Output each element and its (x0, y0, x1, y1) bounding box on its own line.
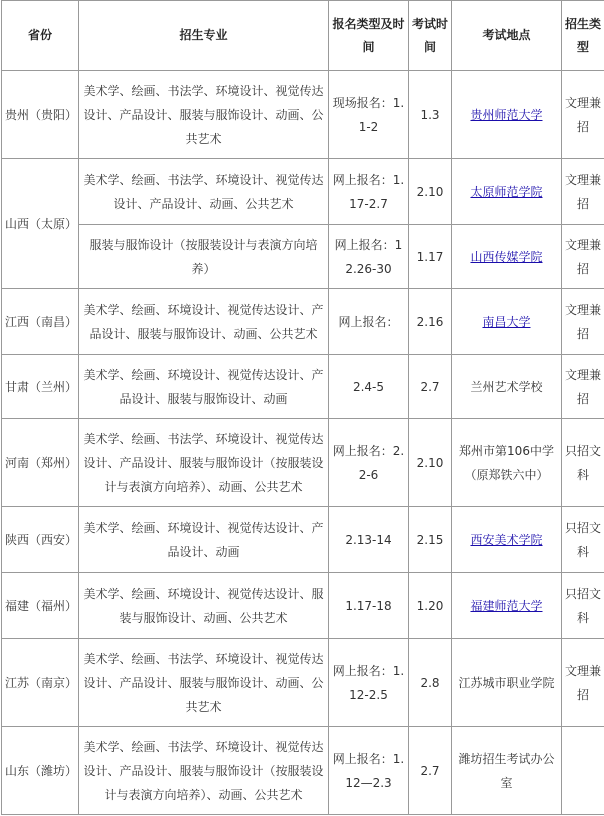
location-link[interactable]: 太原师范学院 (470, 184, 543, 199)
major-cell: 美术学、绘画、书法学、环境设计、视觉传达设计、产品设计、服装与服饰设计、动画、公共艺术 (79, 71, 329, 159)
location-link[interactable]: 西安美术学院 (470, 532, 543, 547)
location-cell (452, 159, 562, 225)
major-cell: 美术学、绘画、环境设计、视觉传达设计、服装与服饰设计、动画、公共艺术 (79, 573, 329, 639)
province-cell: 江苏（南京） (2, 639, 79, 727)
location-cell: 兰州艺术学校 (452, 355, 562, 419)
location-cell: 江苏城市职业学院 (452, 639, 562, 727)
admission-type-cell: 文理兼招 (562, 639, 604, 727)
location-link[interactable]: 贵州师范大学 (470, 107, 543, 122)
province-cell: 江西（南昌） (2, 289, 79, 355)
major-cell: 美术学、绘画、书法学、环境设计、视觉传达设计、产品设计、服装与服饰设计、动画、公共艺术 (79, 639, 329, 727)
major-cell: 美术学、绘画、环境设计、视觉传达设计、产品设计、服装与服饰设计、动画 (79, 355, 329, 419)
exam-time-cell: 2.8 (409, 639, 452, 727)
admission-type-cell (562, 727, 604, 815)
location-cell (452, 71, 562, 159)
registration-cell: 网上报名： (329, 289, 409, 355)
province-cell: 福建（福州） (2, 573, 79, 639)
registration-cell: 2.13-14 (329, 507, 409, 573)
table-row (2, 727, 604, 815)
exam-time-cell: 1.20 (409, 573, 452, 639)
location-cell (452, 573, 562, 639)
province-cell: 甘肃（兰州） (2, 355, 79, 419)
exam-time-cell: 1.3 (409, 71, 452, 159)
location-link[interactable]: 山西传媒学院 (470, 249, 543, 264)
location-cell: 潍坊招生考试办公室 (452, 727, 562, 815)
exam-time-cell: 1.17 (409, 225, 452, 289)
exam-time-cell: 2.15 (409, 507, 452, 573)
major-cell: 美术学、绘画、书法学、环境设计、视觉传达设计、产品设计、服装与服饰设计（按服装设计与表演方向培养）、动画、公共艺术 (79, 727, 329, 815)
admission-type-cell: 文理兼招 (562, 355, 604, 419)
registration-cell: 现场报名：1.1-2 (329, 71, 409, 159)
admission-type-cell: 文理兼招 (562, 71, 604, 159)
header-admission-type: 招生类型 (562, 1, 604, 71)
province-cell: 贵州（贵阳） (2, 71, 79, 159)
table-row (2, 419, 604, 507)
province-cell: 河南（郑州） (2, 419, 79, 507)
header-location: 考试地点 (452, 1, 562, 71)
registration-cell: 网上报名：1.12-2.5 (329, 639, 409, 727)
header-major: 招生专业 (79, 1, 329, 71)
exam-time-cell: 2.10 (409, 419, 452, 507)
table-row (2, 289, 604, 355)
header-province: 省份 (2, 1, 79, 71)
table-row (2, 225, 604, 289)
registration-cell: 网上报名：12.26-30 (329, 225, 409, 289)
location-cell (452, 225, 562, 289)
registration-cell: 1.17-18 (329, 573, 409, 639)
registration-cell: 网上报名：1.17-2.7 (329, 159, 409, 225)
major-cell: 美术学、绘画、环境设计、视觉传达设计、产品设计、动画 (79, 507, 329, 573)
header-registration: 报名类型及时间 (329, 1, 409, 71)
table-row (2, 573, 604, 639)
table-row (2, 159, 604, 225)
exam-time-cell: 2.16 (409, 289, 452, 355)
admission-type-cell: 文理兼招 (562, 289, 604, 355)
province-cell: 陕西（西安） (2, 507, 79, 573)
header-exam-time: 考试时间 (409, 1, 452, 71)
exam-time-cell: 2.7 (409, 727, 452, 815)
admission-type-cell: 只招文科 (562, 419, 604, 507)
location-cell (452, 507, 562, 573)
location-cell: 郑州市第106中学（原郑铁六中） (452, 419, 562, 507)
admission-type-cell: 文理兼招 (562, 225, 604, 289)
table-row (2, 71, 604, 159)
admission-type-cell: 只招文科 (562, 573, 604, 639)
exam-time-cell: 2.7 (409, 355, 452, 419)
table-row (2, 639, 604, 727)
location-link[interactable]: 南昌大学 (482, 314, 531, 329)
registration-cell: 网上报名：2.2-6 (329, 419, 409, 507)
table-row (2, 507, 604, 573)
province-cell: 山东（潍坊） (2, 727, 79, 815)
province-cell: 山西（太原） (2, 159, 79, 289)
registration-cell: 2.4-5 (329, 355, 409, 419)
major-cell: 美术学、绘画、书法学、环境设计、视觉传达设计、产品设计、服装与服饰设计（按服装设计与表演方向培养）、动画、公共艺术 (79, 419, 329, 507)
admissions-table (1, 0, 604, 815)
exam-time-cell: 2.10 (409, 159, 452, 225)
major-cell: 服装与服饰设计（按服装设计与表演方向培养） (79, 225, 329, 289)
admission-type-cell: 文理兼招 (562, 159, 604, 225)
header-row (2, 1, 604, 71)
table-row (2, 355, 604, 419)
location-link[interactable]: 福建师范大学 (470, 598, 543, 613)
major-cell: 美术学、绘画、书法学、环境设计、视觉传达设计、产品设计、动画、公共艺术 (79, 159, 329, 225)
admission-type-cell: 只招文科 (562, 507, 604, 573)
registration-cell: 网上报名：1.12—2.3 (329, 727, 409, 815)
location-cell (452, 289, 562, 355)
major-cell: 美术学、绘画、环境设计、视觉传达设计、产品设计、服装与服饰设计、动画、公共艺术 (79, 289, 329, 355)
